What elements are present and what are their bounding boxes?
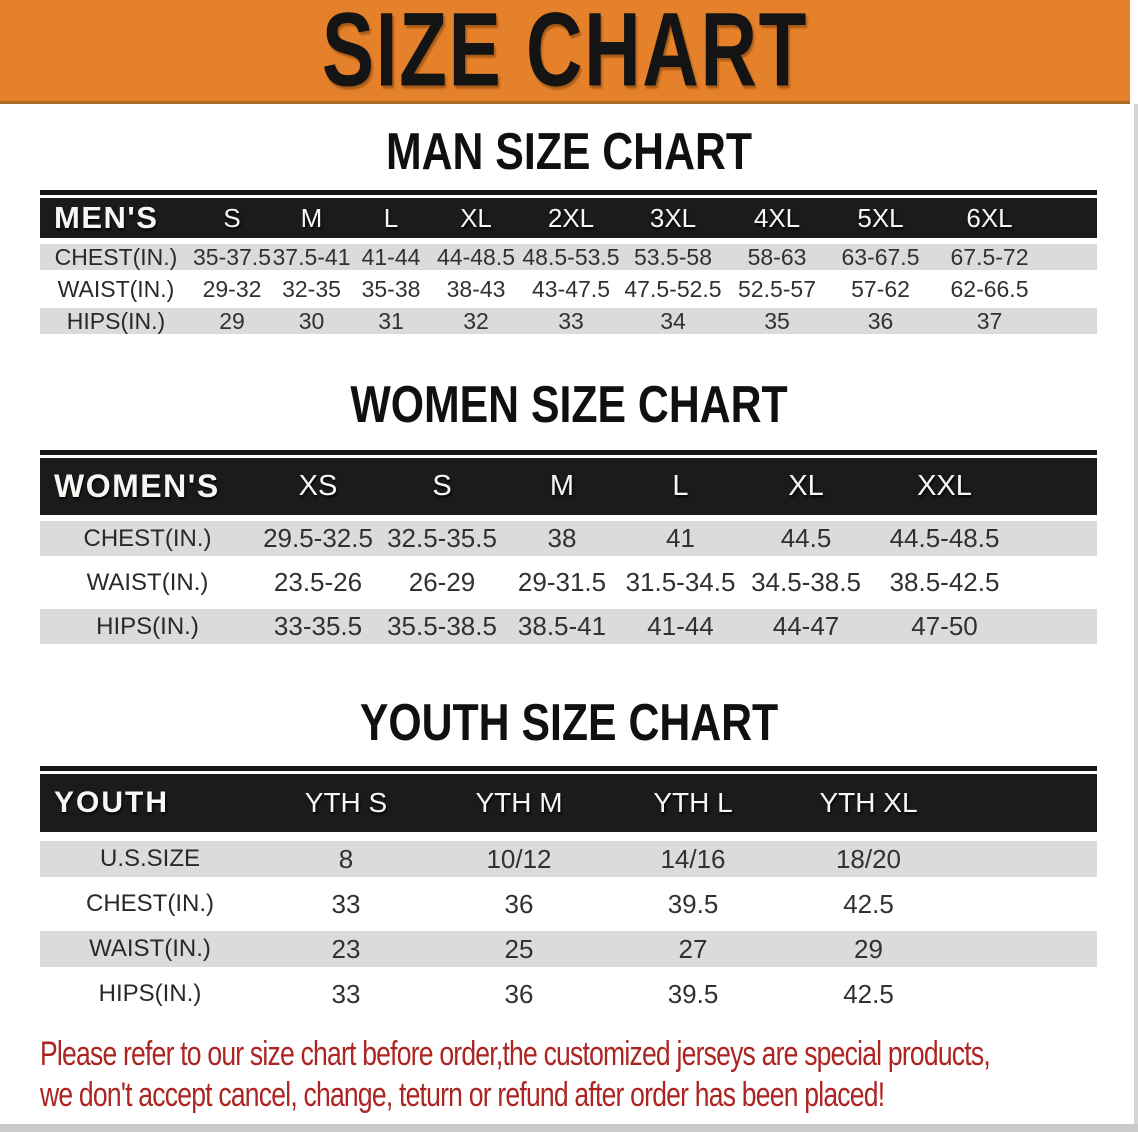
measurement-value: 67.5-72 (950, 244, 1029, 270)
right-edge-strip (1134, 104, 1138, 1124)
measurement-value: 43-47.5 (531, 276, 610, 302)
measurement-value: 18/20 (835, 843, 902, 874)
measurement-value: 29.5-32.5 (263, 523, 373, 553)
size-column-header: YTH L (653, 787, 733, 818)
size-column-header: XL (788, 470, 824, 502)
measurement-value: 38.5-42.5 (889, 567, 1000, 597)
measurement-value: 62-66.5 (950, 276, 1029, 302)
disclaimer-line-2: we don't accept cancel, change, teturn or refund after order has been placed! (40, 1076, 885, 1114)
measurement-value: 37 (976, 308, 1003, 334)
measurement-value: 53.5-58 (633, 244, 712, 270)
measurement-value: 29 (219, 308, 245, 334)
table-row (40, 276, 1097, 302)
measurement-value: 42.5 (843, 978, 894, 1009)
row-label: U.S.SIZE (99, 845, 201, 872)
row-label: WAIST(IN.) (89, 935, 211, 962)
measurement-value: 8 (338, 843, 354, 874)
measurement-value: 48.5-53.5 (522, 244, 620, 270)
measurement-value: 26-29 (408, 567, 476, 597)
measurement-value: 36 (867, 308, 894, 334)
measurement-value: 36 (504, 888, 534, 919)
size-column-header: XL (460, 202, 492, 233)
size-column-header: L (672, 470, 689, 502)
measurement-value: 44.5-48.5 (889, 523, 1000, 553)
measurement-value: 33 (558, 308, 584, 334)
table-row (40, 244, 1097, 270)
measurement-value: 38-43 (446, 276, 506, 302)
measurement-value: 29-31.5 (517, 567, 607, 597)
measurement-value: 35 (764, 308, 790, 334)
table-row (40, 521, 1097, 556)
table-corner-label: MEN'S (54, 200, 159, 235)
measurement-value: 33-35.5 (273, 611, 363, 641)
size-column-header: YTH S (304, 787, 388, 818)
measurement-value: 27 (678, 933, 708, 964)
measurement-value: 44-48.5 (436, 244, 515, 270)
measurement-value: 39.5 (667, 978, 719, 1009)
measurement-value: 35-38 (361, 276, 421, 302)
measurement-value: 35-37.5 (192, 244, 271, 270)
measurement-value: 10/12 (486, 843, 552, 874)
table-row (40, 308, 1097, 334)
measurement-value: 29-32 (202, 276, 262, 302)
measurement-value: 38 (547, 523, 577, 553)
youth-size-table (40, 766, 1097, 1012)
measurement-value: 57-62 (851, 276, 910, 302)
measurement-value: 30 (298, 308, 325, 334)
size-column-header: XS (298, 470, 338, 502)
row-label: WAIST(IN.) (57, 276, 175, 302)
measurement-value: 37.5-41 (272, 244, 351, 270)
measurement-value: 23 (331, 933, 361, 964)
row-label: WAIST(IN.) (86, 568, 209, 596)
size-column-header: S (223, 202, 241, 233)
row-label: CHEST(IN.) (54, 244, 178, 270)
measurement-value: 63-67.5 (841, 244, 920, 270)
size-column-header: L (383, 202, 399, 233)
row-label: CHEST(IN.) (83, 524, 212, 552)
measurement-value: 33 (331, 888, 361, 919)
measurement-value: 44-47 (772, 611, 840, 641)
size-column-header: 6XL (966, 202, 1013, 233)
table-header-row (40, 774, 1097, 832)
disclaimer-line-1: Please refer to our size chart before order,the customized jerseys are special products, (40, 1035, 990, 1073)
table-row (40, 841, 1097, 877)
size-column-header: 2XL (547, 202, 595, 233)
size-column-header: YTH M (475, 787, 563, 818)
table-row (40, 609, 1097, 644)
size-column-header: M (549, 470, 575, 502)
measurement-value: 32-35 (282, 276, 341, 302)
measurement-value: 39.5 (667, 888, 719, 919)
measurement-value: 23.5-26 (273, 567, 363, 597)
table-header-row (40, 458, 1097, 515)
measurement-value: 31.5-34.5 (625, 567, 736, 597)
measurement-value: 33 (331, 978, 361, 1009)
measurement-value: 29 (854, 933, 883, 964)
measurement-value: 32.5-35.5 (387, 523, 497, 553)
men-heading: MAN SIZE CHART (385, 122, 752, 181)
measurement-value: 25 (504, 933, 534, 964)
measurement-value: 58-63 (747, 244, 807, 270)
women-size-table (40, 450, 1097, 644)
women-heading: WOMEN SIZE CHART (350, 375, 788, 434)
row-label: HIPS(IN.) (98, 980, 202, 1007)
measurement-value: 52.5-57 (737, 276, 816, 302)
table-row (40, 976, 1097, 1012)
measurement-value: 35.5-38.5 (387, 611, 497, 641)
table-corner-label: WOMEN'S (54, 468, 220, 504)
size-column-header: 5XL (857, 202, 904, 233)
measurement-value: 36 (504, 978, 534, 1009)
size-column-header: 4XL (753, 202, 801, 233)
table-row (40, 565, 1097, 600)
measurement-value: 34 (660, 308, 686, 334)
measurement-value: 32 (463, 308, 489, 334)
measurement-value: 31 (378, 308, 404, 334)
measurement-value: 42.5 (843, 888, 894, 919)
table-row (40, 886, 1097, 922)
measurement-value: 14/16 (660, 843, 726, 874)
banner (0, 0, 1130, 109)
table-corner-label: YOUTH (54, 786, 169, 819)
size-column-header: S (432, 470, 452, 502)
measurement-value: 41 (666, 523, 695, 553)
measurement-value: 44.5 (780, 523, 832, 553)
size-column-header: XXL (917, 470, 972, 502)
measurement-value: 41-44 (361, 244, 421, 270)
row-label: CHEST(IN.) (86, 890, 214, 917)
size-column-header: YTH XL (819, 787, 918, 818)
table-row (40, 931, 1097, 967)
measurement-value: 38.5-41 (517, 611, 607, 641)
men-size-table (40, 190, 1097, 334)
table-header-row (40, 198, 1097, 238)
measurement-value: 34.5-38.5 (751, 567, 861, 597)
row-label: HIPS(IN.) (96, 612, 199, 640)
banner-title: SIZE CHART (321, 0, 809, 109)
bottom-edge-strip (0, 1124, 1138, 1132)
disclaimer-note (40, 1034, 990, 1116)
size-column-header: M (300, 202, 323, 233)
youth-heading: YOUTH SIZE CHART (359, 693, 779, 752)
measurement-value: 47-50 (911, 611, 978, 641)
size-column-header: 3XL (649, 202, 697, 233)
measurement-value: 47.5-52.5 (624, 276, 722, 302)
row-label: HIPS(IN.) (66, 308, 166, 334)
measurement-value: 41-44 (647, 611, 714, 641)
